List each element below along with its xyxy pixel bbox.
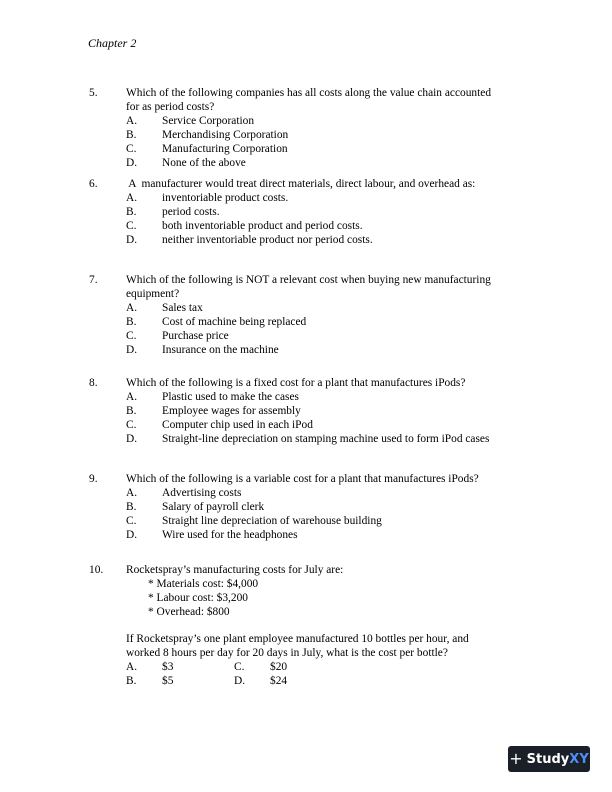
question-number: 5.	[89, 87, 98, 99]
option-letter: A.	[126, 115, 138, 127]
option-text: Salary of payroll clerk	[162, 501, 265, 513]
question-text: for as period costs?	[126, 101, 215, 113]
option-text: $5	[162, 675, 174, 687]
option-letter: D.	[126, 529, 138, 541]
option-text: Sales tax	[162, 302, 203, 314]
question-number: 7.	[89, 274, 98, 286]
question-number: 6.	[89, 178, 98, 190]
badge-brand-part2: XY	[569, 751, 589, 767]
option-text: Service Corporation	[162, 115, 255, 127]
option-text: Advertising costs	[162, 487, 242, 499]
option-text: $24	[270, 675, 288, 687]
option-text: Purchase price	[162, 330, 229, 342]
plus-icon: +	[509, 749, 523, 768]
question-number: 9.	[89, 473, 98, 485]
option-letter: A.	[126, 487, 138, 499]
option-letter: B.	[126, 129, 137, 141]
option-letter: C.	[126, 220, 137, 232]
option-text: Straight-line depreciation on stamping machine used to form iPod cases	[162, 433, 490, 445]
option-text: Employee wages for assembly	[162, 405, 301, 417]
option-text: None of the above	[162, 157, 246, 169]
option-text: both inventoriable product and period costs.	[162, 220, 363, 232]
option-letter: B.	[126, 405, 137, 417]
option-letter: D.	[126, 234, 138, 246]
studyxy-badge[interactable]	[508, 746, 590, 772]
question-text: Which of the following is a fixed cost for a plant that manufactures iPods?	[126, 377, 466, 389]
question-number: 8.	[89, 377, 98, 389]
option-letter: A.	[126, 302, 138, 314]
option-letter: B.	[126, 675, 137, 687]
question-text: If Rocketspray’s one plant employee manufactured 10 bottles per hour, and	[126, 633, 469, 645]
option-letter: D.	[126, 433, 138, 445]
cost-item: * Overhead: $800	[148, 606, 230, 618]
option-text: inventoriable product costs.	[162, 192, 289, 204]
option-text: $3	[162, 661, 174, 673]
question-text: worked 8 hours per day for 20 days in July, what is the cost per bottle?	[126, 647, 448, 659]
badge-brand-part1: Study	[526, 751, 570, 767]
option-letter: B.	[126, 206, 137, 218]
option-text: $20	[270, 661, 288, 673]
option-letter: D.	[126, 157, 138, 169]
option-letter: B.	[126, 316, 137, 328]
option-letter: A.	[126, 661, 138, 673]
question-text: A manufacturer would treat direct materials, direct labour, and overhead as:	[126, 178, 476, 190]
option-text: Computer chip used in each iPod	[162, 419, 313, 431]
question-text: Rocketspray’s manufacturing costs for July are:	[126, 564, 344, 576]
option-text: Merchandising Corporation	[162, 129, 289, 141]
question-number: 10.	[89, 564, 104, 576]
option-text: Wire used for the headphones	[162, 529, 298, 541]
option-letter: C.	[126, 330, 137, 342]
option-text: neither inventoriable product nor period costs.	[162, 234, 373, 246]
option-letter: C.	[126, 419, 137, 431]
option-text: Straight line depreciation of warehouse building	[162, 515, 382, 527]
question-text: Which of the following is a variable cost for a plant that manufactures iPods?	[126, 473, 479, 485]
option-text: Cost of machine being replaced	[162, 316, 307, 328]
question-text: Which of the following is NOT a relevant cost when buying new manufacturing	[126, 274, 491, 286]
option-letter: B.	[126, 501, 137, 513]
cost-item: * Materials cost: $4,000	[148, 578, 259, 590]
question-text: equipment?	[126, 288, 180, 300]
question-text: Which of the following companies has all costs along the value chain accounted	[126, 87, 492, 99]
option-text: period costs.	[162, 206, 220, 218]
option-text: Plastic used to make the cases	[162, 391, 299, 403]
option-letter: D.	[126, 344, 138, 356]
option-text: Insurance on the machine	[162, 344, 279, 356]
option-letter: A.	[126, 391, 138, 403]
option-letter: C.	[126, 515, 137, 527]
option-text: Manufacturing Corporation	[162, 143, 288, 155]
option-letter: C.	[126, 143, 137, 155]
option-letter: C.	[234, 661, 245, 673]
option-letter: D.	[234, 675, 246, 687]
cost-item: * Labour cost: $3,200	[148, 592, 248, 604]
option-letter: A.	[126, 192, 138, 204]
chapter-header: Chapter 2	[88, 36, 137, 50]
